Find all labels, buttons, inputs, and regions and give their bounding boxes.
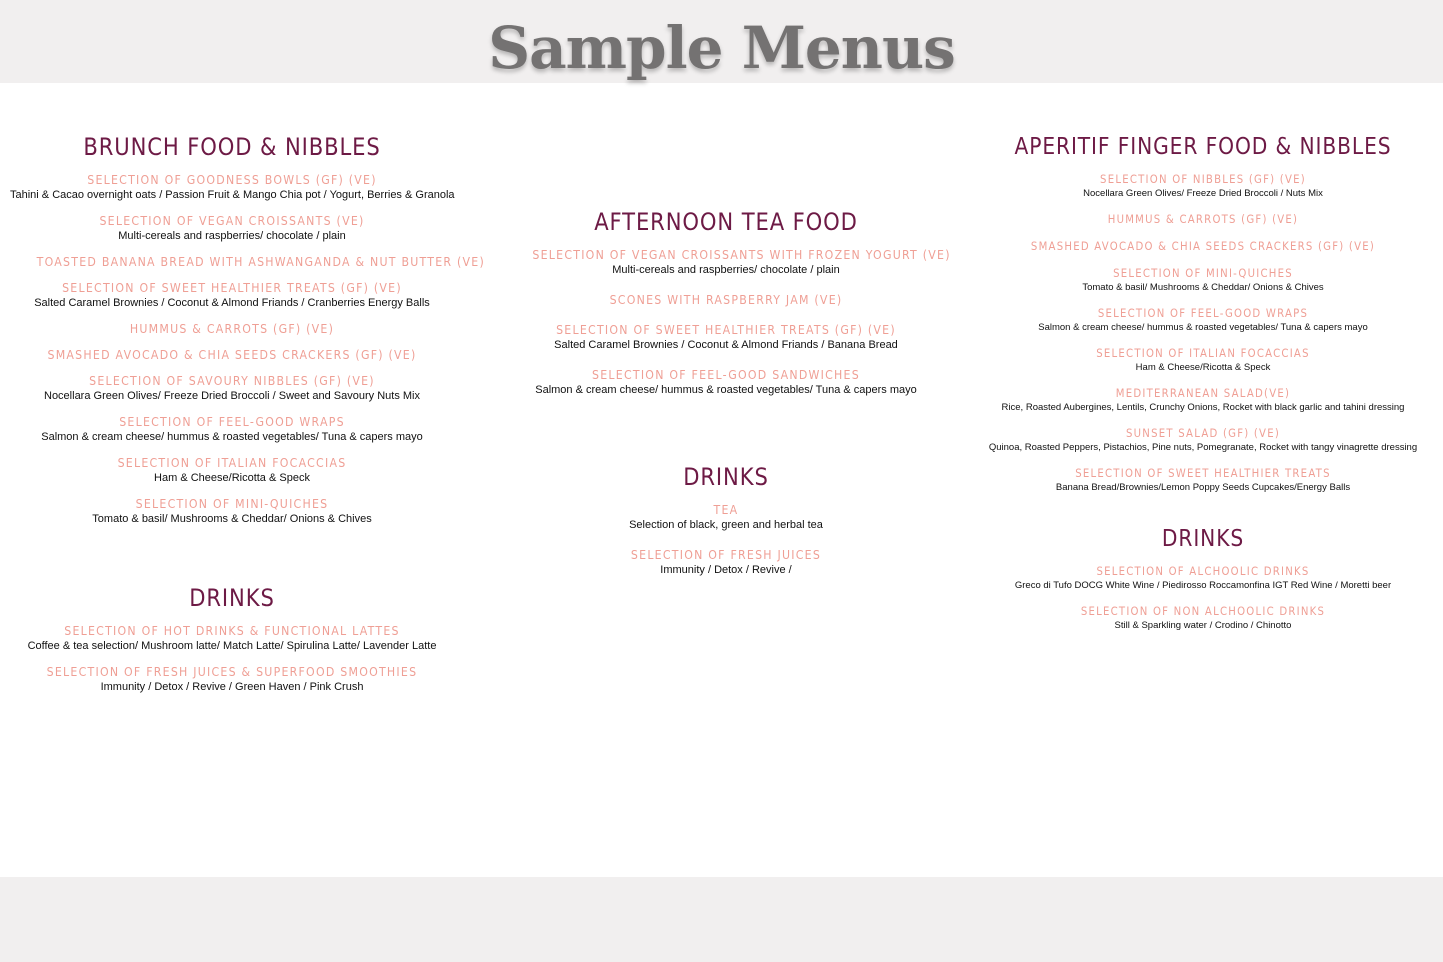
menu-item-description: Ham & Cheese/Ricotta & Speck [1135,362,1271,373]
drink-item [978,563,1428,592]
menu-item [978,265,1428,294]
spacer [978,505,1428,521]
drink-item-description: Still & Sparkling water / Crodino / Chinotto [1114,620,1292,631]
menu-item [10,454,454,486]
menu-item-name: SMASHED AVOCADO & CHIA SEEDS CRACKERS (GF) (VE) [1030,239,1376,253]
menu-item-description: Nocellara Green Olives/ Freeze Dried Broccoli / Sweet and Savoury Nuts Mix [44,390,420,402]
menu-item-description: Tomato & basil/ Mushrooms & Cheddar/ Onions & Chives [92,513,372,525]
menu-item-description: Quinoa, Roasted Peppers, Pistachios, Pine nuts, Pomegranate, Rocket with tangy vinagrette dressing [988,442,1418,453]
menu-item [10,279,454,311]
menu-item [10,320,454,337]
menu-item-description: Salmon & cream cheese/ hummus & roasted vegetables/ Tuna & capers mayo [1038,322,1368,333]
menu-item-name: SELECTION OF FEEL-GOOD WRAPS [119,414,345,429]
menu-item-name: SELECTION OF SWEET HEALTHIER TREATS (GF) (VE) [556,322,896,337]
menu-item-name: SCONES WITH RASPBERRY JAM (VE) [609,292,843,307]
menu-item [978,305,1428,334]
menu-item-name: SELECTION OF SWEET HEALTHIER TREATS (GF) (VE) [62,280,402,295]
menu-item-description: Salted Caramel Brownies / Coconut & Almond Friands / Banana Bread [554,339,898,351]
menu-item-description: Nocellara Green Olives/ Freeze Dried Broccoli / Nuts Mix [1083,188,1323,199]
menu-item-name: SMASHED AVOCADO & CHIA SEEDS CRACKERS (GF) (VE) [47,347,417,362]
spacer [506,411,946,459]
menu-item-name: SELECTION OF MINI-QUICHES [135,496,329,511]
drink-item-name: SELECTION OF FRESH JUICES & SUPERFOOD SMOOTHIES [46,664,418,679]
menu-item-name: SELECTION OF ITALIAN FOCACCIAS [1096,346,1310,360]
menu-item-name: HUMMUS & CARROTS (GF) (VE) [129,321,335,336]
menu-item [978,211,1428,227]
menu-item-description: Tomato & basil/ Mushrooms & Cheddar/ Onions & Chives [1082,282,1324,293]
section-heading: AFTERNOON TEA FOOD [594,208,858,236]
afternoon-tea-column [506,204,951,591]
drink-item [978,603,1428,632]
drink-item [10,663,454,695]
brunch-column [10,129,485,704]
drinks-heading: DRINKS [1161,526,1245,552]
menu-item-name: SELECTION OF SWEET HEALTHIER TREATS [1075,466,1331,480]
drink-item [506,501,946,533]
menu-item-name: SELECTION OF FEEL-GOOD SANDWICHES [592,367,860,382]
drink-item-name: SELECTION OF FRESH JUICES [630,547,822,562]
menu-item-name: MEDITERRANEAN SALAD(VE) [1115,386,1291,400]
menu-item [10,212,454,244]
drink-item-description: Selection of black, green and herbal tea [629,519,823,531]
drink-item-description: Coffee & tea selection/ Mushroom latte/ Match Latte/ Spirulina Latte/ Lavender Latte [27,640,437,652]
menu-item [978,385,1428,414]
menu-panel [0,83,1443,877]
menu-item-name: SUNSET SALAD (GF) (VE) [1125,426,1281,440]
drinks-heading: DRINKS [189,584,275,612]
drinks-heading: DRINKS [683,463,769,491]
aperitif-column [978,129,1428,643]
menu-item [978,425,1428,454]
spacer [10,536,454,580]
drink-item [506,546,946,578]
drink-item-description: Greco di Tufo DOCG White Wine / Piedirosso Roccamonfina IGT Red Wine / Moretti beer [1014,580,1392,591]
menu-item [10,171,454,203]
menu-item-description: Salted Caramel Brownies / Coconut & Almond Friands / Cranberries Energy Balls [34,297,430,309]
menu-item [978,345,1428,374]
drink-item-description: Immunity / Detox / Revive / Green Haven / Pink Crush [100,681,364,693]
menu-item-description: Banana Bread/Brownies/Lemon Poppy Seeds Cupcakes/Energy Balls [1055,482,1351,493]
menu-item-description: Rice, Roasted Aubergines, Lentils, Crunchy Onions, Rocket with black garlic and tahini dressing [1001,402,1405,413]
menu-item [506,366,946,398]
drink-item-name: SELECTION OF ALCHOOLIC DRINKS [1096,564,1310,578]
menu-item-name: SELECTION OF SAVOURY NIBBLES (GF) (VE) [89,373,375,388]
menu-item-name: SELECTION OF VEGAN CROISSANTS (VE) [99,213,365,228]
menu-item-name: SELECTION OF FEEL-GOOD WRAPS [1097,306,1309,320]
menu-item-name: SELECTION OF ITALIAN FOCACCIAS [117,455,347,470]
menu-item-description: Salmon & cream cheese/ hummus & roasted vegetables/ Tuna & capers mayo [535,384,917,396]
menu-item [506,291,946,308]
menu-item [506,321,946,353]
menu-item-name: TOASTED BANANA BREAD WITH ASHWANGANDA & NUT BUTTER (VE) [36,254,485,269]
menu-item [506,246,951,278]
drink-item-name: TEA [713,502,739,517]
menu-item [10,413,454,445]
menu-item-description: Multi-cereals and raspberries/ chocolate / plain [118,230,346,242]
menu-item-name: HUMMUS & CARROTS (GF) (VE) [1107,212,1299,226]
menu-item-description: Multi-cereals and raspberries/ chocolate / plain [612,264,840,276]
menu-item-name: SELECTION OF VEGAN CROISSANTS WITH FROZEN YOGURT (VE) [532,247,951,262]
drink-item-name: SELECTION OF NON ALCHOOLIC DRINKS [1080,604,1326,618]
menu-item [10,253,485,270]
menu-item-name: SELECTION OF NIBBLES (GF) (VE) [1100,172,1306,186]
menu-item [978,238,1428,254]
section-heading: APERITIF FINGER FOOD & NIBBLES [1014,134,1392,160]
menu-item [10,372,454,404]
drink-item-description: Immunity / Detox / Revive / [660,564,792,576]
section-heading: BRUNCH FOOD & NIBBLES [83,133,381,161]
menu-item-name: SELECTION OF MINI-QUICHES [1113,266,1293,280]
page-title: Sample Menus [488,14,955,82]
menu-item-description: Salmon & cream cheese/ hummus & roasted vegetables/ Tuna & capers mayo [41,431,423,443]
drink-item [10,622,454,654]
menu-item [978,465,1428,494]
drink-item-name: SELECTION OF HOT DRINKS & FUNCTIONAL LATTES [64,623,400,638]
menu-item [10,346,454,363]
menu-item [10,495,454,527]
menu-item [978,171,1428,200]
menu-item-description: Ham & Cheese/Ricotta & Speck [154,472,310,484]
menu-item-name: SELECTION OF GOODNESS BOWLS (GF) (VE) [87,172,377,187]
menu-item-description: Tahini & Cacao overnight oats / Passion Fruit & Mango Chia pot / Yogurt, Berries & Granola [10,189,455,201]
